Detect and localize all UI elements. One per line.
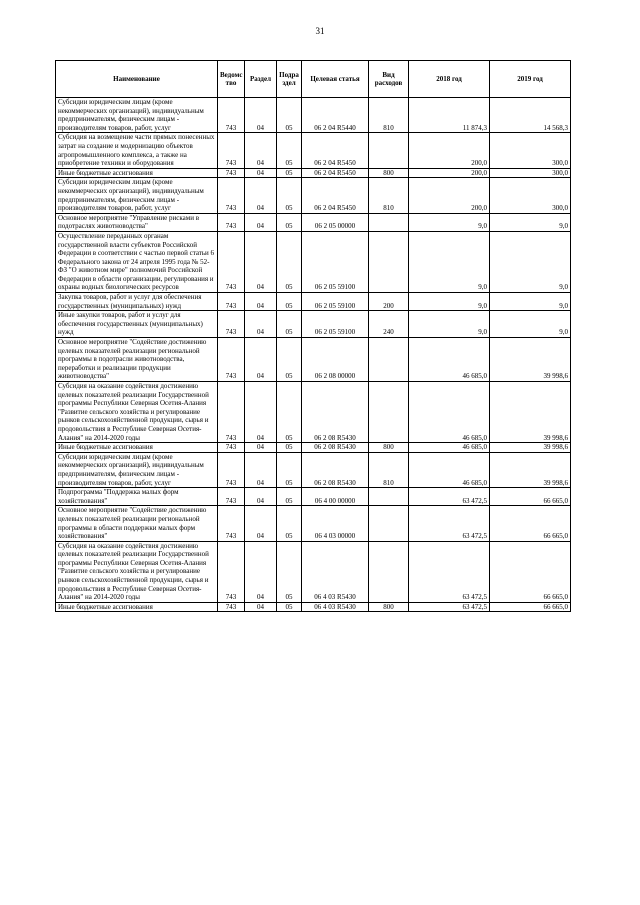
cell-name: Подпрограмма "Поддержка малых форм хозяйствования" [56,488,218,506]
cell-target: 06 2 04 R5450 [302,133,369,168]
cell-section: 04 [245,231,277,292]
header-target: Целевая статья [302,61,369,98]
cell-target: 06 2 04 R5440 [302,98,369,133]
cell-section: 04 [245,541,277,602]
cell-subsection: 05 [277,231,302,292]
cell-2019: 9,0 [490,213,571,231]
cell-2018: 63 472,5 [409,541,490,602]
cell-subsection: 05 [277,382,302,443]
cell-2019: 14 568,3 [490,98,571,133]
cell-dept: 743 [218,168,245,178]
cell-section: 04 [245,443,277,453]
cell-target: 06 2 05 59100 [302,231,369,292]
table-row [56,541,571,602]
cell-exp-type: 810 [369,178,409,213]
cell-exp-type: 810 [369,98,409,133]
cell-2018: 9,0 [409,293,490,311]
cell-exp-type [369,133,409,168]
table-row [56,98,571,133]
table-row [56,231,571,292]
cell-2018: 9,0 [409,231,490,292]
cell-2018: 46 685,0 [409,338,490,382]
cell-dept: 743 [218,338,245,382]
cell-section: 04 [245,293,277,311]
cell-2018: 11 874,3 [409,98,490,133]
table-row [56,338,571,382]
cell-subsection: 05 [277,98,302,133]
cell-name: Иные закупки товаров, работ и услуг для обеспечения государственных (муниципальных) нужд [56,311,218,338]
cell-2018: 200,0 [409,178,490,213]
cell-dept: 743 [218,602,245,612]
cell-name: Субсидии юридическим лицам (кроме некоммерческих организаций), индивидуальным предпринимателям, физическим лицам - производителям товаров, работ, услуг [56,178,218,213]
cell-exp-type [369,338,409,382]
cell-section: 04 [245,213,277,231]
cell-2018: 63 472,5 [409,506,490,541]
cell-2019: 66 665,0 [490,506,571,541]
cell-section: 04 [245,168,277,178]
cell-name: Иные бюджетные ассигнования [56,443,218,453]
cell-subsection: 05 [277,602,302,612]
cell-dept: 743 [218,231,245,292]
cell-name: Основное мероприятие "Управление рисками в подотраслях животноводства" [56,213,218,231]
cell-2019: 9,0 [490,231,571,292]
cell-name: Основное мероприятие "Содействие достижению целевых показателей реализации региональной программы в подотрасли животноводства, переработки и реализации продукции животноводства" [56,338,218,382]
cell-name: Субсидия на возмещение части прямых понесенных затрат на создание и модернизацию объектов агропромышленного комплекса, а также на приобретение техники и оборудования [56,133,218,168]
cell-name: Субсидии юридическим лицам (кроме некоммерческих организаций), индивидуальным предпринимателям, физическим лицам - производителям товаров, работ, услуг [56,98,218,133]
cell-subsection: 05 [277,168,302,178]
table-row [56,178,571,213]
cell-2019: 39 998,6 [490,382,571,443]
cell-section: 04 [245,506,277,541]
cell-dept: 743 [218,452,245,487]
header-section: Раздел [245,61,277,98]
cell-subsection: 05 [277,178,302,213]
cell-2018: 9,0 [409,311,490,338]
table-row [56,213,571,231]
table-row [56,311,571,338]
cell-dept: 743 [218,506,245,541]
cell-subsection: 05 [277,133,302,168]
table-row [56,452,571,487]
cell-name: Осуществление переданных органам государственной власти субъектов Российской Федерации в соответствии с частью первой статьи 6 Федерального закона от 24 апреля 1995 года № 52-ФЗ "О животном мире" полномочий Российской Федерации в области организации, регулирования и охраны водных биологических ресурсов [56,231,218,292]
cell-2019: 66 665,0 [490,602,571,612]
header-exp-type: Вид расходов [369,61,409,98]
cell-2019: 66 665,0 [490,488,571,506]
cell-2018: 200,0 [409,168,490,178]
cell-target: 06 2 04 R5450 [302,168,369,178]
cell-dept: 743 [218,488,245,506]
cell-exp-type [369,382,409,443]
cell-target: 06 2 04 R5450 [302,178,369,213]
cell-section: 04 [245,452,277,487]
table-row [56,382,571,443]
header-2019: 2019 год [490,61,571,98]
cell-dept: 743 [218,541,245,602]
cell-exp-type: 200 [369,293,409,311]
cell-dept: 743 [218,178,245,213]
table-row [56,168,571,178]
budget-table [55,60,571,612]
cell-2018: 46 685,0 [409,443,490,453]
cell-section: 04 [245,178,277,213]
cell-dept: 743 [218,133,245,168]
cell-2019: 300,0 [490,168,571,178]
cell-2019: 300,0 [490,133,571,168]
cell-section: 04 [245,382,277,443]
header-subsection: Подра здел [277,61,302,98]
cell-name: Субсидии юридическим лицам (кроме некоммерческих организаций), индивидуальным предпринимателям, физическим лицам - производителям товаров, работ, услуг [56,452,218,487]
cell-2019: 39 998,6 [490,452,571,487]
cell-name: Закупка товаров, работ и услуг для обеспечения государственных (муниципальных) нужд [56,293,218,311]
cell-subsection: 05 [277,506,302,541]
cell-name: Основное мероприятие "Содействие достижению целевых показателей реализации региональной программы в области поддержки малых форм хозяйствования" [56,506,218,541]
cell-target: 06 4 00 00000 [302,488,369,506]
table-row [56,488,571,506]
cell-exp-type [369,213,409,231]
cell-subsection: 05 [277,488,302,506]
header-dept: Ведомс тво [218,61,245,98]
cell-section: 04 [245,98,277,133]
cell-2019: 39 998,6 [490,338,571,382]
cell-target: 06 2 08 00000 [302,338,369,382]
cell-target: 06 2 08 R5430 [302,452,369,487]
cell-exp-type: 810 [369,452,409,487]
cell-2018: 63 472,5 [409,602,490,612]
cell-section: 04 [245,488,277,506]
cell-target: 06 2 05 00000 [302,213,369,231]
cell-subsection: 05 [277,452,302,487]
cell-dept: 743 [218,443,245,453]
cell-dept: 743 [218,213,245,231]
cell-name: Иные бюджетные ассигнования [56,602,218,612]
cell-exp-type: 800 [369,443,409,453]
cell-2019: 9,0 [490,293,571,311]
cell-target: 06 2 05 59100 [302,293,369,311]
cell-2019: 39 998,6 [490,443,571,453]
cell-2018: 46 685,0 [409,382,490,443]
table-row [56,602,571,612]
cell-exp-type [369,231,409,292]
table-row [56,443,571,453]
table-header-row [56,61,571,98]
cell-subsection: 05 [277,541,302,602]
cell-dept: 743 [218,382,245,443]
cell-2019: 66 665,0 [490,541,571,602]
cell-subsection: 05 [277,213,302,231]
cell-target: 06 2 08 R5430 [302,443,369,453]
cell-2018: 9,0 [409,213,490,231]
cell-2018: 63 472,5 [409,488,490,506]
cell-2019: 9,0 [490,311,571,338]
cell-section: 04 [245,311,277,338]
table-row [56,133,571,168]
cell-name: Иные бюджетные ассигнования [56,168,218,178]
cell-target: 06 4 03 R5430 [302,541,369,602]
cell-exp-type: 800 [369,168,409,178]
table-row [56,293,571,311]
cell-subsection: 05 [277,293,302,311]
cell-exp-type: 240 [369,311,409,338]
header-2018: 2018 год [409,61,490,98]
cell-exp-type [369,506,409,541]
cell-name: Субсидия на оказание содействия достижению целевых показателей реализации Государственной программы Республики Северная Осетия-Алания "Развитие сельского хозяйства и регулирование рынков сельскохозяйственной продукции, сырья и продовольствия в Республике Северная Осетия-Алания" на 2014-2020 годы [56,382,218,443]
cell-subsection: 05 [277,443,302,453]
cell-2018: 200,0 [409,133,490,168]
cell-exp-type [369,541,409,602]
cell-target: 06 2 08 R5430 [302,382,369,443]
cell-name: Субсидия на оказание содействия достижению целевых показателей реализации Государственной программы Республики Северная Осетия-Алания "Развитие сельского хозяйства и регулирование рынков сельскохозяйственной продукции, сырья и продовольствия в Республике Северная Осетия-Алания" на 2014-2020 годы [56,541,218,602]
cell-2018: 46 685,0 [409,452,490,487]
cell-exp-type [369,488,409,506]
cell-dept: 743 [218,293,245,311]
cell-section: 04 [245,602,277,612]
cell-section: 04 [245,338,277,382]
table-row [56,506,571,541]
cell-subsection: 05 [277,338,302,382]
cell-section: 04 [245,133,277,168]
cell-dept: 743 [218,98,245,133]
cell-2019: 300,0 [490,178,571,213]
cell-target: 06 4 03 R5430 [302,602,369,612]
cell-subsection: 05 [277,311,302,338]
header-name: Наименование [56,61,218,98]
cell-dept: 743 [218,311,245,338]
page-number: 31 [315,26,325,36]
cell-target: 06 4 03 00000 [302,506,369,541]
cell-target: 06 2 05 59100 [302,311,369,338]
cell-exp-type: 800 [369,602,409,612]
